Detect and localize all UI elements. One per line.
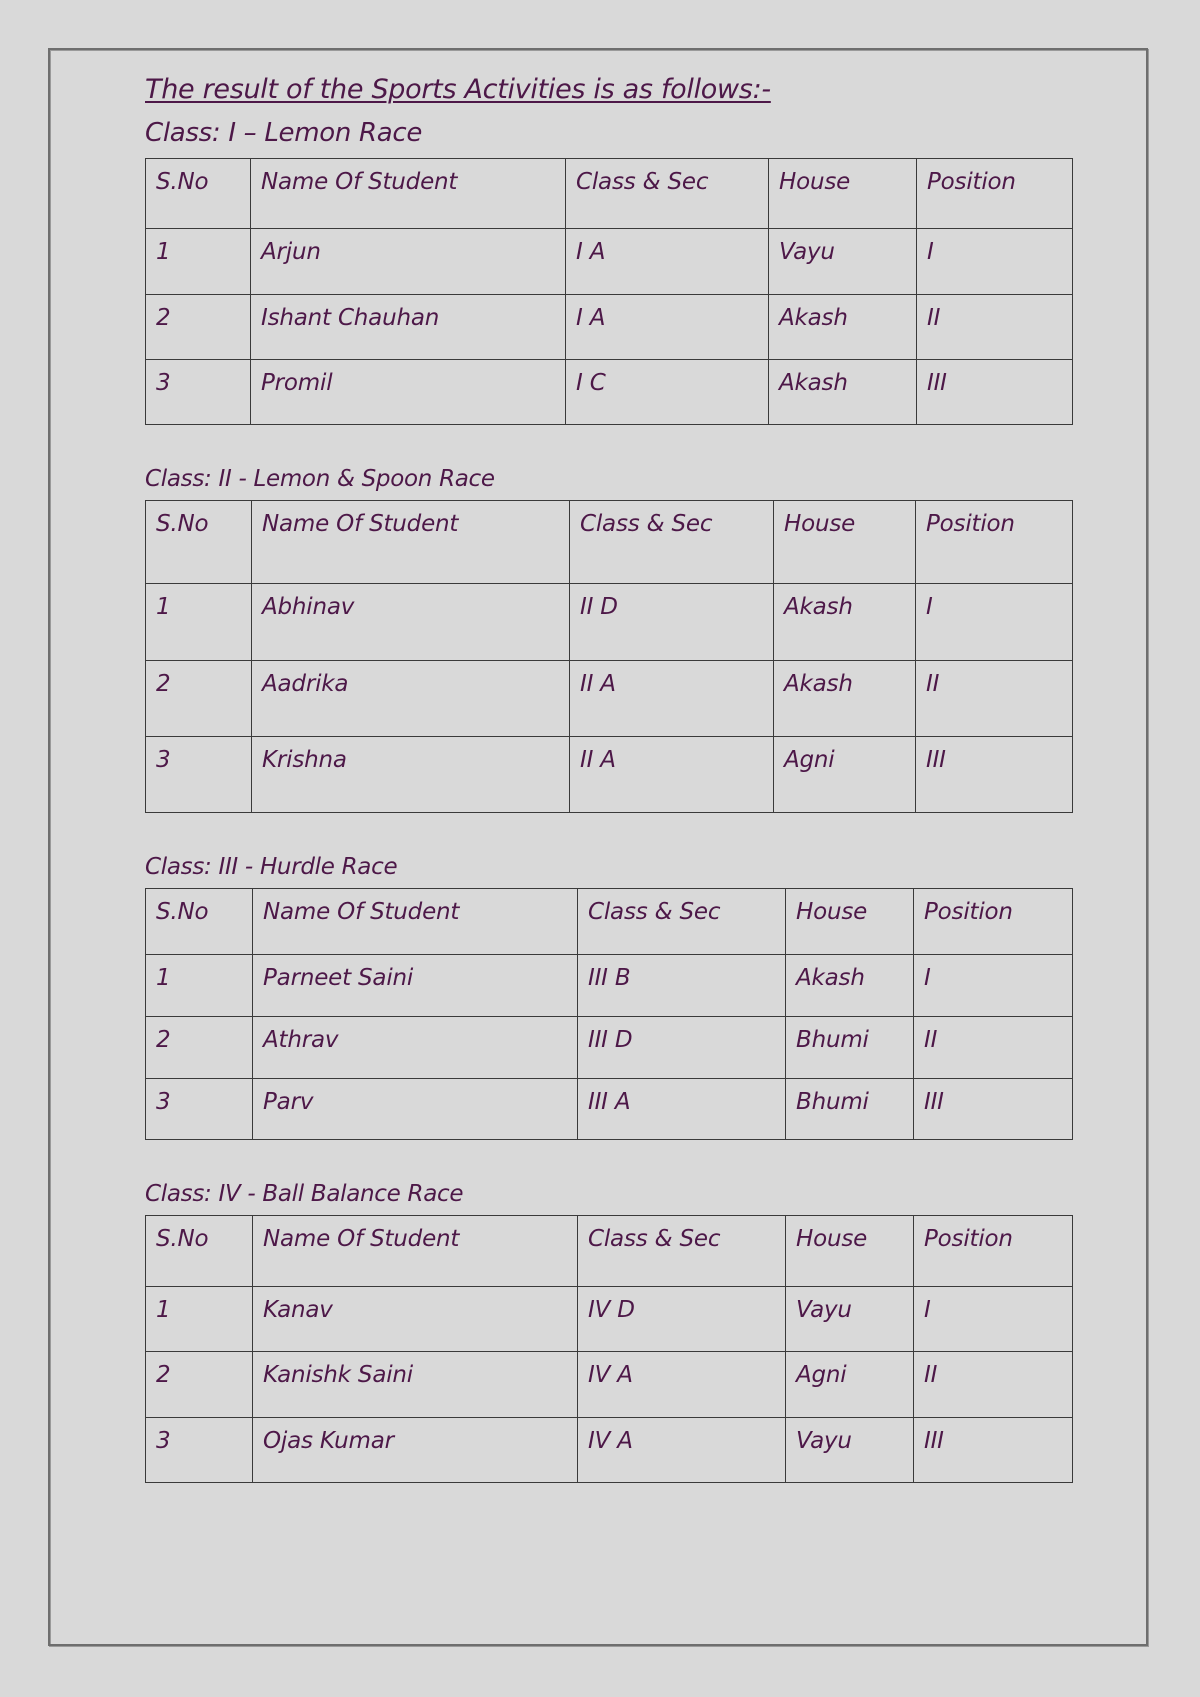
column-header-sno: S.No — [146, 889, 253, 955]
column-header-house: House — [786, 1216, 914, 1287]
cell-house: Akash — [769, 295, 917, 360]
cell-name: Kanav — [253, 1287, 578, 1352]
cell-class-sec: I C — [566, 360, 769, 425]
cell-name: Promil — [251, 360, 566, 425]
results-table-class-2 — [145, 500, 1073, 813]
column-header-position: Position — [914, 1216, 1073, 1287]
column-header-house: House — [786, 889, 914, 955]
cell-name: Ojas Kumar — [253, 1418, 578, 1483]
cell-class-sec: II A — [570, 661, 774, 737]
cell-class-sec: II D — [570, 584, 774, 661]
results-table-class-4 — [145, 1215, 1073, 1483]
cell-position: III — [914, 1418, 1073, 1483]
cell-class-sec: III D — [578, 1017, 786, 1079]
column-header-house: House — [769, 159, 917, 229]
column-header-position: Position — [916, 501, 1073, 584]
cell-class-sec: IV A — [578, 1418, 786, 1483]
cell-name: Ishant Chauhan — [251, 295, 566, 360]
column-header-class-sec: Class & Sec — [570, 501, 774, 584]
column-header-name: Name Of Student — [251, 159, 566, 229]
cell-house: Akash — [786, 955, 914, 1017]
column-header-position: Position — [917, 159, 1073, 229]
cell-name: Abhinav — [252, 584, 570, 661]
cell-name: Parv — [253, 1079, 578, 1140]
cell-house: Vayu — [786, 1287, 914, 1352]
cell-position: II — [916, 661, 1073, 737]
cell-name: Arjun — [251, 229, 566, 295]
cell-sno: 1 — [146, 584, 252, 661]
column-header-sno: S.No — [146, 501, 252, 584]
cell-house: Bhumi — [786, 1017, 914, 1079]
cell-position: II — [914, 1352, 1073, 1418]
cell-sno: 2 — [146, 1352, 253, 1418]
cell-house: Agni — [774, 737, 916, 813]
cell-name: Aadrika — [252, 661, 570, 737]
section-caption-class-2: Class: II - Lemon & Spoon Race — [145, 466, 495, 492]
cell-position: I — [916, 584, 1073, 661]
cell-name: Parneet Saini — [253, 955, 578, 1017]
cell-class-sec: IV A — [578, 1352, 786, 1418]
table-row — [146, 229, 1073, 295]
results-table-class-3 — [145, 888, 1073, 1140]
cell-position: III — [917, 360, 1073, 425]
table-row — [146, 1352, 1073, 1418]
table-header-row — [146, 1216, 1073, 1287]
cell-class-sec: III A — [578, 1079, 786, 1140]
table-header-row — [146, 159, 1073, 229]
document-title: The result of the Sports Activities is as follows:- — [145, 74, 771, 105]
column-header-name: Name Of Student — [253, 889, 578, 955]
section-caption-class-1: Class: I – Lemon Race — [145, 118, 423, 148]
table-row — [146, 955, 1073, 1017]
cell-position: I — [914, 955, 1073, 1017]
cell-house: Akash — [769, 360, 917, 425]
column-header-class-sec: Class & Sec — [578, 1216, 786, 1287]
cell-house: Akash — [774, 661, 916, 737]
table-header-row — [146, 889, 1073, 955]
cell-house: Akash — [774, 584, 916, 661]
cell-position: I — [914, 1287, 1073, 1352]
table-row — [146, 1017, 1073, 1079]
cell-class-sec: II A — [570, 737, 774, 813]
cell-class-sec: I A — [566, 229, 769, 295]
column-header-sno: S.No — [146, 1216, 253, 1287]
cell-sno: 1 — [146, 955, 253, 1017]
column-header-sno: S.No — [146, 159, 251, 229]
table-row — [146, 360, 1073, 425]
cell-position: II — [917, 295, 1073, 360]
cell-house: Vayu — [769, 229, 917, 295]
cell-sno: 2 — [146, 1017, 253, 1079]
cell-position: II — [914, 1017, 1073, 1079]
cell-sno: 2 — [146, 295, 251, 360]
cell-sno: 2 — [146, 661, 252, 737]
cell-sno: 3 — [146, 1079, 253, 1140]
cell-class-sec: I A — [566, 295, 769, 360]
column-header-name: Name Of Student — [252, 501, 570, 584]
column-header-house: House — [774, 501, 916, 584]
cell-class-sec: IV D — [578, 1287, 786, 1352]
cell-sno: 3 — [146, 737, 252, 813]
table-row — [146, 1418, 1073, 1483]
table-header-row — [146, 501, 1073, 584]
table-row — [146, 1287, 1073, 1352]
column-header-position: Position — [914, 889, 1073, 955]
cell-name: Krishna — [252, 737, 570, 813]
table-row — [146, 661, 1073, 737]
cell-sno: 1 — [146, 229, 251, 295]
table-row — [146, 584, 1073, 661]
section-caption-class-3: Class: III - Hurdle Race — [145, 854, 398, 880]
results-table-class-1 — [145, 158, 1073, 425]
column-header-class-sec: Class & Sec — [566, 159, 769, 229]
cell-class-sec: III B — [578, 955, 786, 1017]
cell-position: I — [917, 229, 1073, 295]
cell-name: Kanishk Saini — [253, 1352, 578, 1418]
column-header-name: Name Of Student — [253, 1216, 578, 1287]
column-header-class-sec: Class & Sec — [578, 889, 786, 955]
table-row — [146, 295, 1073, 360]
cell-house: Vayu — [786, 1418, 914, 1483]
table-row — [146, 1079, 1073, 1140]
cell-sno: 3 — [146, 1418, 253, 1483]
cell-name: Athrav — [253, 1017, 578, 1079]
table-row — [146, 737, 1073, 813]
cell-house: Agni — [786, 1352, 914, 1418]
cell-house: Bhumi — [786, 1079, 914, 1140]
cell-sno: 1 — [146, 1287, 253, 1352]
section-caption-class-4: Class: IV - Ball Balance Race — [145, 1181, 464, 1207]
cell-position: III — [916, 737, 1073, 813]
cell-position: III — [914, 1079, 1073, 1140]
cell-sno: 3 — [146, 360, 251, 425]
